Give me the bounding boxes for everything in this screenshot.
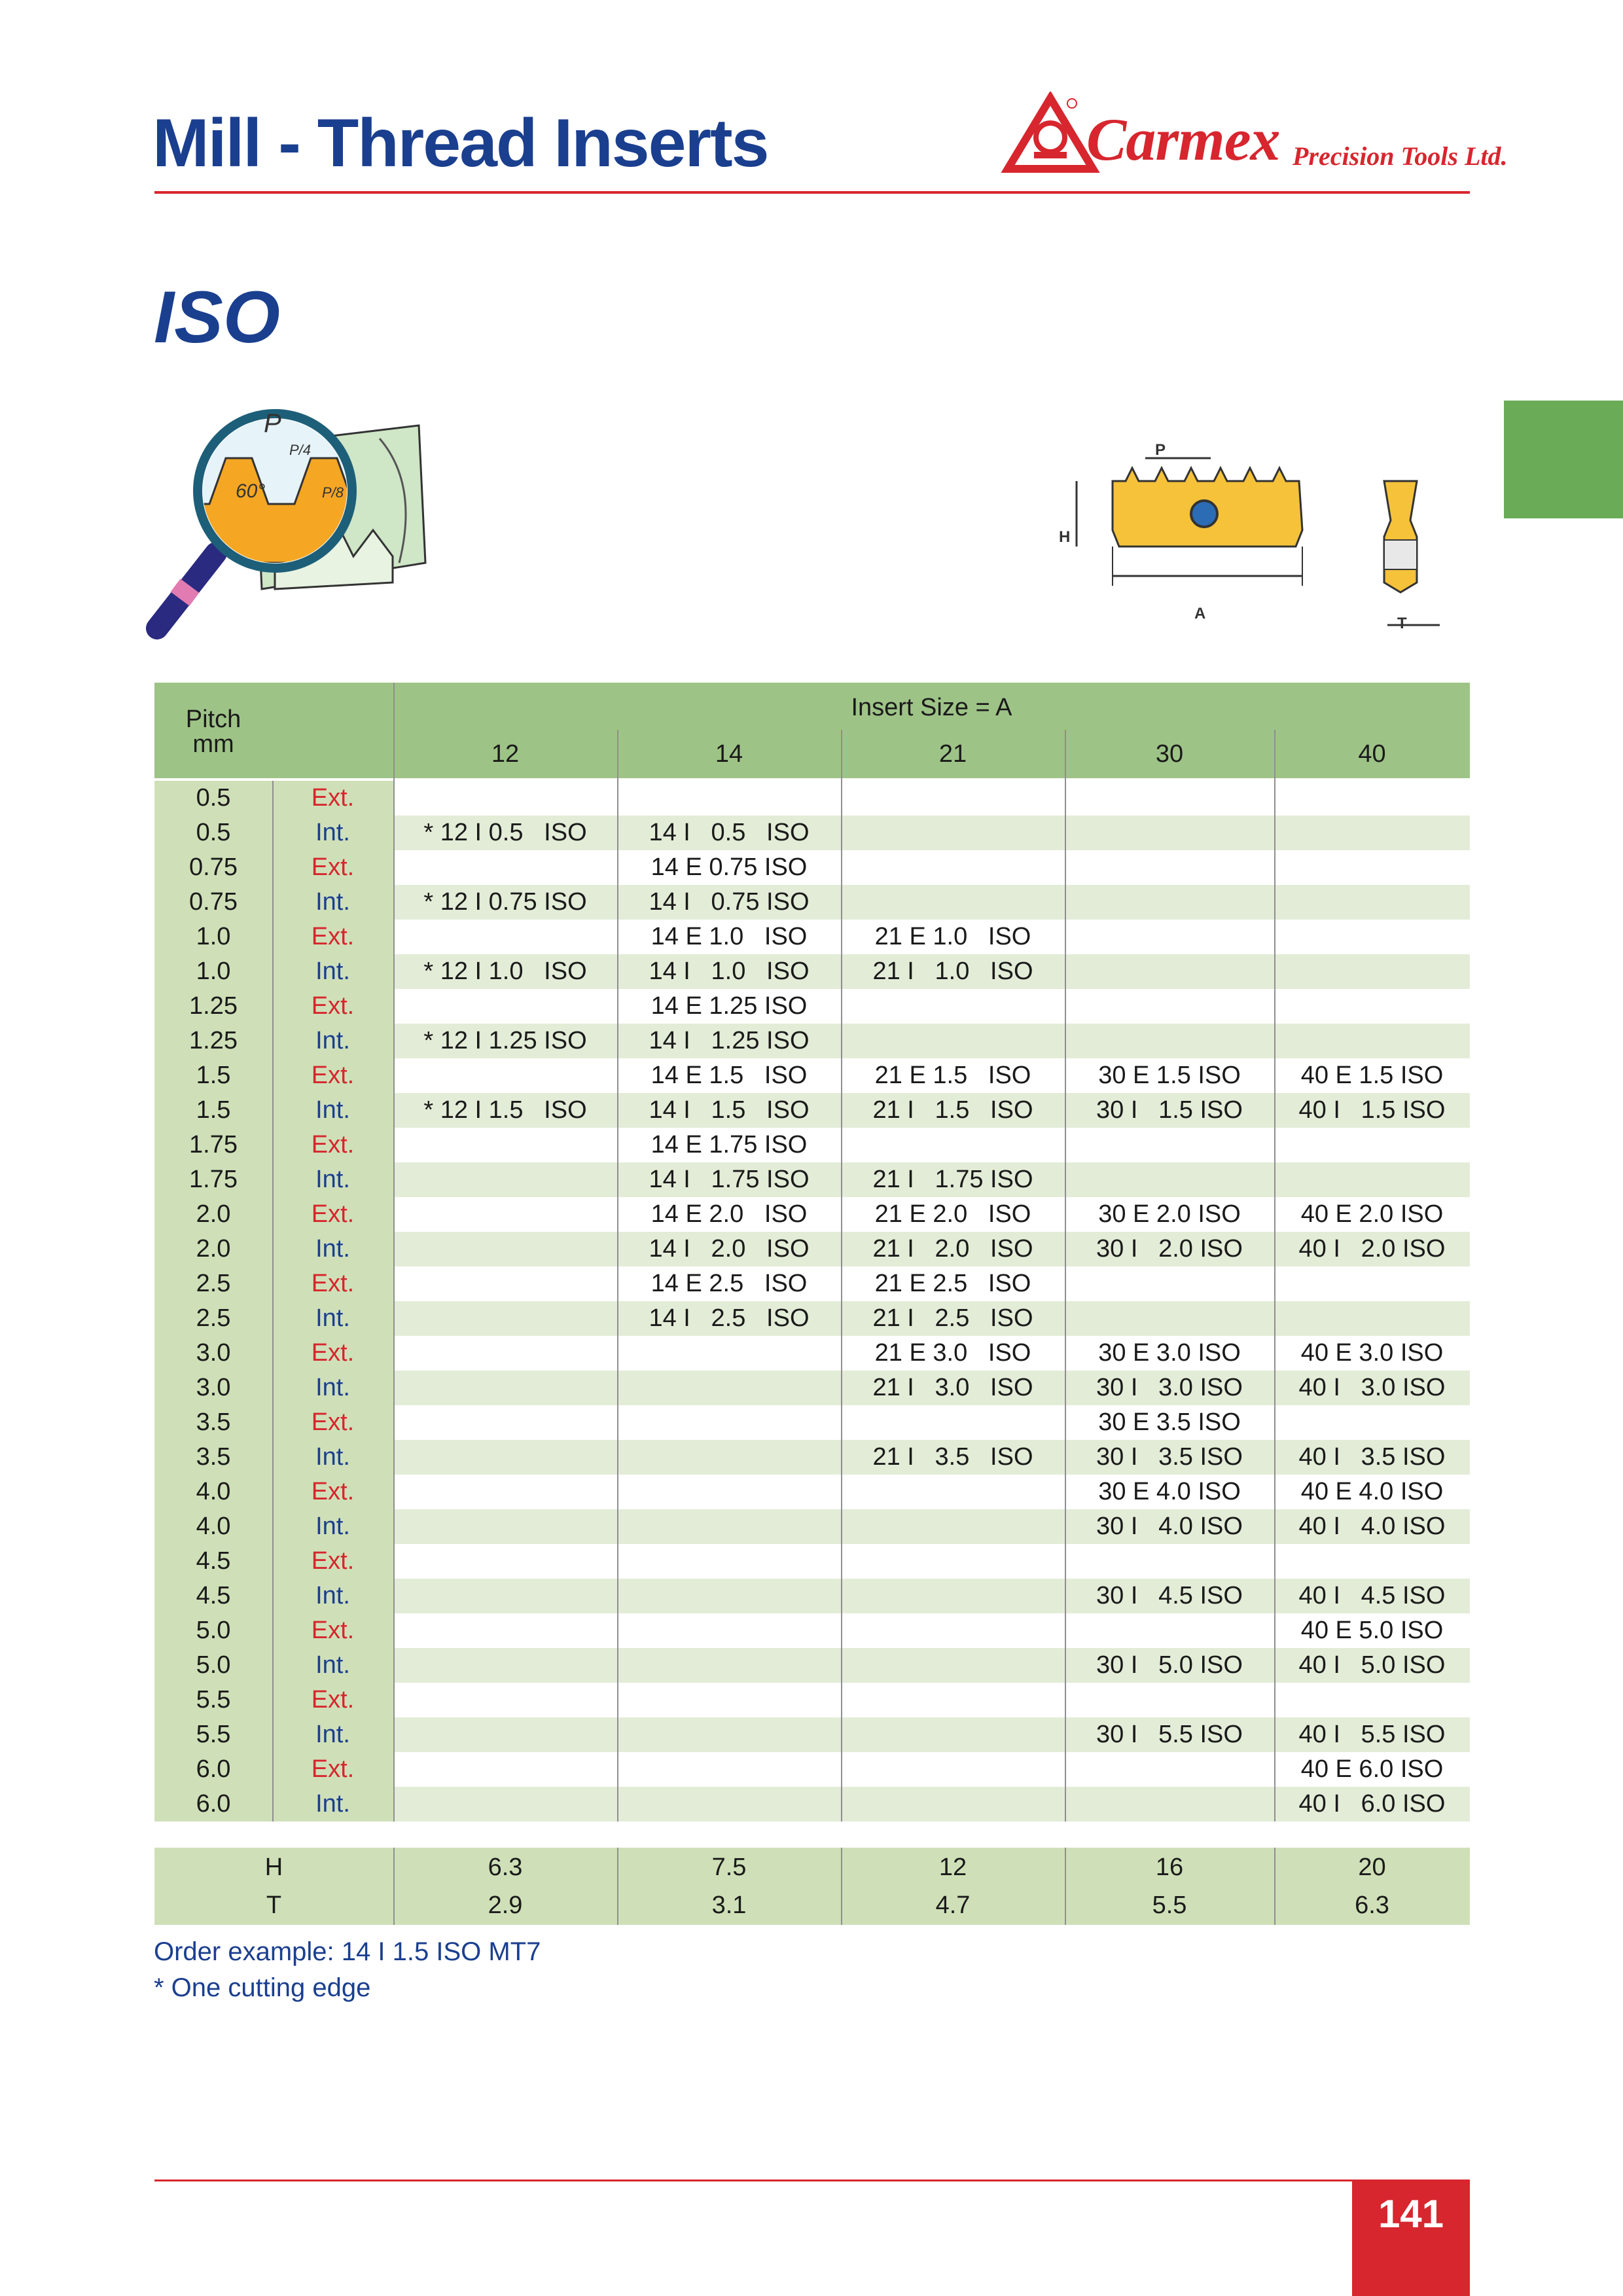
- thread-type: Ext.: [311, 784, 355, 812]
- insert-code-cell: 21 I 1.5 ISO: [872, 1096, 1033, 1124]
- table-row: [154, 850, 1470, 885]
- insert-code-cell: 40 I 6.0 ISO: [1298, 1790, 1446, 1818]
- insert-thickness-label: T: [1397, 615, 1407, 632]
- insert-size-header: Insert Size = A: [851, 694, 1012, 721]
- insert-code-cell: * 12 I 0.75 ISO: [423, 888, 587, 916]
- insert-code-cell: 40 E 5.0 ISO: [1300, 1617, 1444, 1644]
- insert-code-cell: 14 I 1.5 ISO: [649, 1096, 810, 1124]
- insert-code-cell: 14 I 1.25 ISO: [649, 1027, 810, 1054]
- insert-code-cell: 30 E 4.0 ISO: [1098, 1478, 1241, 1505]
- insert-code-cell: 21 I 2.5 ISO: [872, 1304, 1033, 1332]
- insert-code-cell: 30 I 5.0 ISO: [1096, 1651, 1243, 1679]
- thread-type: Ext.: [311, 1270, 355, 1297]
- insert-code-cell: 21 E 2.0 ISO: [874, 1200, 1031, 1228]
- insert-code-cell: 40 E 3.0 ISO: [1300, 1339, 1444, 1367]
- pitch-value: 6.0: [196, 1755, 231, 1783]
- thread-type: Int.: [315, 1513, 350, 1540]
- table-row: [154, 1128, 1470, 1162]
- insert-code-cell: 40 E 6.0 ISO: [1300, 1755, 1444, 1783]
- insert-code-cell: 21 E 3.0 ISO: [874, 1339, 1031, 1367]
- thread-type: Int.: [315, 1790, 350, 1818]
- size-column-header: 12: [491, 740, 520, 768]
- thread-profile-illustration: [144, 367, 471, 648]
- table-row: [154, 954, 1470, 989]
- thread-type: Ext.: [311, 1686, 355, 1713]
- thread-type: Int.: [315, 1304, 350, 1332]
- insert-code-cell: 21 E 1.5 ISO: [874, 1062, 1031, 1089]
- dimension-value: 12: [938, 1854, 967, 1881]
- pitch-label: P: [264, 409, 281, 438]
- footer-rule: [154, 2179, 1470, 2181]
- pitch-value: 1.5: [196, 1096, 231, 1124]
- thread-type: Ext.: [311, 1200, 355, 1228]
- brand-tagline: Precision Tools Ltd.: [1293, 141, 1508, 171]
- table-row: [154, 781, 1470, 816]
- dimension-value: 20: [1358, 1854, 1386, 1881]
- thread-type: Int.: [315, 958, 350, 985]
- angle-label: 60°: [236, 480, 266, 502]
- table-row: [154, 1787, 1470, 1821]
- dimension-value: 16: [1155, 1854, 1184, 1881]
- table-row: [154, 1336, 1470, 1371]
- pitch-value: 3.5: [196, 1443, 231, 1471]
- insert-code-cell: 30 I 3.5 ISO: [1096, 1443, 1243, 1471]
- table-row: [154, 1024, 1470, 1058]
- pitch-value: 1.0: [196, 958, 231, 985]
- insert-code-cell: 30 E 3.5 ISO: [1098, 1408, 1241, 1436]
- section-title: ISO: [154, 276, 280, 358]
- table-row: [154, 1683, 1470, 1717]
- pitch-value: 4.5: [196, 1547, 231, 1575]
- column-divider: [841, 730, 842, 1821]
- table-row: [154, 1544, 1470, 1579]
- column-divider: [617, 1848, 618, 1925]
- dimension-value: 3.1: [711, 1892, 747, 1919]
- insert-code-cell: 30 E 2.0 ISO: [1098, 1200, 1241, 1228]
- table-row: [154, 1509, 1470, 1544]
- pitch-value: 6.0: [196, 1790, 231, 1818]
- pitch-value: 0.5: [196, 784, 231, 812]
- insert-code-cell: 14 E 1.0 ISO: [651, 923, 808, 950]
- insert-code-cell: 21 I 1.75 ISO: [872, 1166, 1033, 1193]
- insert-code-cell: 40 I 5.0 ISO: [1298, 1651, 1446, 1679]
- insert-code-cell: 40 E 4.0 ISO: [1300, 1478, 1444, 1505]
- thread-type: Int.: [315, 1235, 350, 1263]
- footnote: * One cutting edge: [154, 1973, 371, 2002]
- thread-type: Ext.: [311, 1617, 355, 1644]
- insert-code-cell: * 12 I 1.25 ISO: [423, 1027, 587, 1054]
- thread-type: Int.: [315, 1582, 350, 1609]
- thread-type: Ext.: [311, 1408, 355, 1436]
- dimension-label: H: [264, 1854, 283, 1881]
- insert-code-cell: 14 I 2.5 ISO: [649, 1304, 810, 1332]
- insert-code-cell: * 12 I 1.0 ISO: [423, 958, 587, 985]
- column-divider: [393, 1848, 395, 1925]
- table-row: [154, 1579, 1470, 1613]
- table-row: [154, 1058, 1470, 1093]
- insert-code-cell: 30 I 4.5 ISO: [1096, 1582, 1243, 1609]
- pitch-value: 1.25: [189, 1027, 238, 1054]
- insert-code-cell: 30 E 3.0 ISO: [1098, 1339, 1241, 1367]
- size-column-header: 30: [1155, 740, 1184, 768]
- insert-code-cell: 40 I 3.5 ISO: [1298, 1443, 1446, 1471]
- insert-code-cell: 30 I 4.0 ISO: [1096, 1513, 1243, 1540]
- pitch-value: 2.5: [196, 1304, 231, 1332]
- section-tab: [1504, 401, 1623, 518]
- table-row: [154, 1475, 1470, 1509]
- insert-code-cell: 14 E 1.5 ISO: [651, 1062, 808, 1089]
- table-row: [154, 816, 1470, 850]
- column-divider: [1274, 1848, 1275, 1925]
- pitch-value: 5.5: [196, 1721, 231, 1748]
- quarter-pitch-label: P/4: [289, 442, 312, 458]
- order-example: Order example: 14 I 1.5 ISO MT7: [154, 1937, 541, 1966]
- table-row: [154, 920, 1470, 954]
- dimension-value: 4.7: [935, 1892, 971, 1919]
- thread-type: Ext.: [311, 1478, 355, 1505]
- size-column-header: 14: [715, 740, 743, 768]
- insert-code-cell: 14 I 1.75 ISO: [649, 1166, 810, 1193]
- pitch-value: 5.5: [196, 1686, 231, 1713]
- insert-code-cell: 30 I 2.0 ISO: [1096, 1235, 1243, 1263]
- pitch-value: 4.5: [196, 1582, 231, 1609]
- pitch-value: 4.0: [196, 1513, 231, 1540]
- pitch-value: 5.0: [196, 1617, 231, 1644]
- insert-code-cell: 40 I 5.5 ISO: [1298, 1721, 1446, 1748]
- insert-code-cell: 40 E 1.5 ISO: [1300, 1062, 1444, 1089]
- insert-code-cell: 30 I 5.5 ISO: [1096, 1721, 1243, 1748]
- column-divider: [1274, 730, 1275, 1821]
- dimension-value: 6.3: [488, 1854, 523, 1881]
- page-number: 141: [1378, 2192, 1444, 2236]
- table-row: [154, 1266, 1470, 1301]
- table-row: [154, 885, 1470, 920]
- insert-code-cell: 40 I 3.0 ISO: [1298, 1374, 1446, 1401]
- thread-type: Int.: [315, 1651, 350, 1679]
- pitch-value: 5.0: [196, 1651, 231, 1679]
- insert-pitch-label: P: [1155, 441, 1166, 459]
- dimension-value: 7.5: [711, 1854, 747, 1881]
- thread-type: Ext.: [311, 1131, 355, 1158]
- column-divider: [617, 730, 618, 1821]
- pitch-value: 3.0: [196, 1339, 231, 1367]
- page-title: Mill - Thread Inserts: [152, 105, 768, 181]
- pitch-value: 3.0: [196, 1374, 231, 1401]
- thread-type: Ext.: [311, 1339, 355, 1367]
- insert-width-label: A: [1194, 605, 1206, 622]
- pitch-value: 0.75: [189, 888, 238, 916]
- insert-code-cell: * 12 I 1.5 ISO: [423, 1096, 587, 1124]
- pitch-value: 1.25: [189, 992, 238, 1020]
- table-row: [154, 989, 1470, 1024]
- table-row: [154, 1197, 1470, 1232]
- column-divider: [393, 683, 395, 1821]
- table-row: [154, 1717, 1470, 1752]
- header-rule: [154, 191, 1470, 194]
- thread-type: Int.: [315, 1374, 350, 1401]
- insert-code-cell: 21 I 2.0 ISO: [872, 1235, 1033, 1263]
- insert-code-cell: 40 I 2.0 ISO: [1298, 1235, 1446, 1263]
- insert-code-cell: 14 E 1.25 ISO: [651, 992, 808, 1020]
- pitch-value: 3.5: [196, 1408, 231, 1436]
- insert-code-cell: 21 E 1.0 ISO: [874, 923, 1031, 950]
- pitch-value: 2.0: [196, 1200, 231, 1228]
- thread-type: Ext.: [311, 1062, 355, 1089]
- thread-type: Int.: [315, 1166, 350, 1193]
- table-row: [154, 1440, 1470, 1475]
- table-row: [154, 1752, 1470, 1787]
- insert-code-cell: 40 E 2.0 ISO: [1300, 1200, 1444, 1228]
- insert-code-cell: 30 I 1.5 ISO: [1096, 1096, 1243, 1124]
- table-row: [154, 1162, 1470, 1197]
- column-divider: [272, 781, 274, 1821]
- insert-code-cell: 21 I 3.0 ISO: [872, 1374, 1033, 1401]
- insert-code-cell: 40 I 1.5 ISO: [1298, 1096, 1446, 1124]
- thread-type: Int.: [315, 1721, 350, 1748]
- insert-code-cell: 30 E 1.5 ISO: [1098, 1062, 1241, 1089]
- insert-code-cell: 21 E 2.5 ISO: [874, 1270, 1031, 1297]
- insert-code-cell: 21 I 1.0 ISO: [872, 958, 1033, 985]
- insert-code-cell: 14 I 2.0 ISO: [649, 1235, 810, 1263]
- pitch-value: 1.0: [196, 923, 231, 950]
- pitch-header: Pitch: [185, 706, 241, 733]
- thread-type: Ext.: [311, 992, 355, 1020]
- insert-code-cell: 14 E 2.5 ISO: [651, 1270, 808, 1297]
- brand-name: Carmex: [1086, 106, 1280, 173]
- table-row: [154, 1371, 1470, 1405]
- thread-type: Ext.: [311, 923, 355, 950]
- size-column-header: 40: [1358, 740, 1386, 768]
- column-divider: [1065, 1848, 1066, 1925]
- column-divider: [1065, 730, 1066, 1821]
- thread-type: Ext.: [311, 1755, 355, 1783]
- pitch-value: 0.75: [189, 853, 238, 881]
- notes: [154, 1934, 541, 2006]
- size-column-header: 21: [938, 740, 967, 768]
- dimension-value: 5.5: [1152, 1892, 1187, 1919]
- insert-code-cell: 14 I 1.0 ISO: [649, 958, 810, 985]
- carmex-logo-icon: [1008, 98, 1093, 169]
- dimension-label: T: [266, 1892, 282, 1919]
- table-row: [154, 1093, 1470, 1128]
- thread-type: Int.: [315, 1027, 350, 1054]
- thread-type: Int.: [315, 1443, 350, 1471]
- pitch-value: 0.5: [196, 819, 231, 846]
- thread-type: Ext.: [311, 1547, 355, 1575]
- table-row: [154, 1613, 1470, 1648]
- insert-code-cell: 14 E 1.75 ISO: [651, 1131, 808, 1158]
- pitch-value: 2.5: [196, 1270, 231, 1297]
- insert-code-cell: 14 I 0.75 ISO: [649, 888, 810, 916]
- insert-code-cell: 21 I 3.5 ISO: [872, 1443, 1033, 1471]
- pitch-value: 1.75: [189, 1166, 238, 1193]
- insert-height-label: H: [1059, 528, 1071, 546]
- thread-type: Int.: [315, 1096, 350, 1124]
- insert-code-cell: 14 I 0.5 ISO: [649, 819, 810, 846]
- thread-type: Int.: [315, 819, 350, 846]
- pitch-value: 4.0: [196, 1478, 231, 1505]
- pitch-value: 2.0: [196, 1235, 231, 1263]
- insert-code-cell: 30 I 3.0 ISO: [1096, 1374, 1243, 1401]
- insert-code-cell: 40 I 4.0 ISO: [1298, 1513, 1446, 1540]
- insert-code-cell: 14 E 2.0 ISO: [651, 1200, 808, 1228]
- insert-code-cell: 14 E 0.75 ISO: [651, 853, 808, 881]
- pitch-unit: mm: [192, 730, 234, 758]
- insert-code-cell: 40 I 4.5 ISO: [1298, 1582, 1446, 1609]
- eighth-pitch-label: P/8: [322, 484, 344, 501]
- thread-type: Int.: [315, 888, 350, 916]
- table-row: [154, 1648, 1470, 1683]
- insert-code-cell: * 12 I 0.5 ISO: [423, 819, 587, 846]
- insert-dimension-diagram: [1047, 429, 1472, 645]
- pitch-value: 1.5: [196, 1062, 231, 1089]
- column-divider: [841, 1848, 842, 1925]
- table-row: [154, 1405, 1470, 1440]
- pitch-value: 1.75: [189, 1131, 238, 1158]
- table-row: [154, 1301, 1470, 1336]
- dimension-value: 6.3: [1355, 1892, 1389, 1919]
- thread-type: Ext.: [311, 853, 355, 881]
- dimension-value: 2.9: [488, 1892, 523, 1919]
- table-row: [154, 1232, 1470, 1266]
